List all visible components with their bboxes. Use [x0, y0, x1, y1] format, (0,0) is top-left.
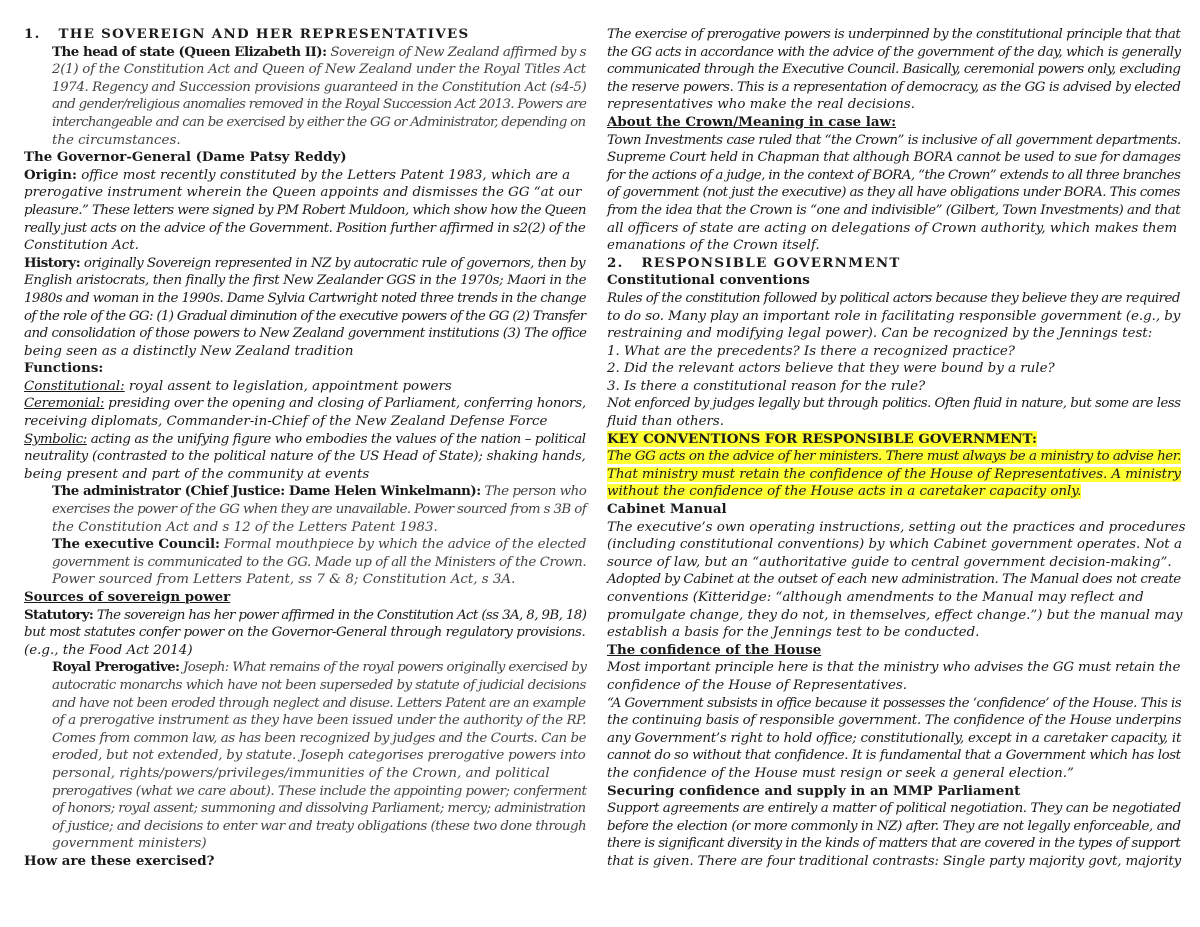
- text-line: the Constitution Act and s 12 of the Letters Patent 1983.: [52, 519, 438, 535]
- text-line: The exercise of prerogative powers is underpinned by the constitutional principle that that: [607, 27, 1181, 42]
- text-line: cannot do so without that confidence. It is fundamental that a Government which has lost: [607, 748, 1181, 764]
- text-line: 1974. Regency and Succession provisions guaranteed in the Constitution Act (s4-5): [52, 79, 587, 95]
- highlight-line: That ministry must retain the confidence of the House of Representatives. A ministry: [607, 466, 1181, 482]
- text-line: all officers of state are acting on delegations of Crown authority, which makes them: [607, 220, 1178, 236]
- text-line: communicated through the Executive Council. Basically, ceremonial powers only, excluding: [607, 62, 1181, 78]
- text-line: Constitution Act.: [24, 238, 139, 254]
- text-line: of honors; royal assent; summoning and dissolving Parliament; mercy; administration: [52, 801, 586, 817]
- section-heading-1: 1. THE SOVEREIGN AND HER REPRESENTATIVES: [24, 26, 470, 42]
- text-line: receiving diplomats, Commander-in-Chief of the New Zealand Defense Force: [24, 414, 548, 430]
- text-line: (including constitutional conventions) by which Cabinet government operates. Not a: [607, 537, 1182, 553]
- text-line: from the idea that the Crown is “one and indivisible” (Gilbert, Town Investments) and that: [607, 202, 1181, 218]
- text-line: for the actions of a judge, in the context of BORA, “the Crown” extends to all three branches: [607, 167, 1181, 183]
- text-line: prerogatives (what we care about). These include the appointing power; conferment: [52, 783, 587, 799]
- history-para: History: originally Sovereign represented in NZ by autocratic rule of governors, then by: [24, 254, 586, 271]
- sources-heading: Sources of sovereign power: [24, 589, 231, 605]
- highlight-line: without the confidence of the House acts in a caretaker capacity only.: [607, 484, 1082, 500]
- text-line: English aristocrats, then finally the first New Zealander GGS in the 1970s; Maori in the: [24, 273, 587, 289]
- text-line: of justice; and decisions to enter war and treaty obligations (these two done through: [52, 818, 587, 834]
- text-line: Town Investments case ruled that “the Crown” is inclusive of all government departments.: [607, 132, 1181, 148]
- text-line: of a prerogative instrument as they have been issued under the authority of the RP.: [52, 713, 586, 729]
- text-line: really just acts on the advice of the Government. Position further affirmed in s2(2) of the: [24, 220, 586, 236]
- text-line: government is communicated to the GG. Made up of all the Ministers of the Crown.: [52, 554, 587, 570]
- text-line: that is given. There are four traditional contrasts: Single party majority govt, majority: [607, 853, 1182, 869]
- key-conventions-heading: KEY CONVENTIONS FOR RESPONSIBLE GOVERNMENT:: [607, 430, 1037, 447]
- symbolic-para: Symbolic: acting as the unifying figure who embodies the values of the nation – political: [24, 431, 586, 447]
- text-line: of the role of the GG: (1) Gradual diminution of the executive powers of the GG (2) Transfer: [24, 308, 586, 324]
- text-line: the GG acts in accordance with the advice of the government of the day, which is generally: [607, 44, 1181, 60]
- royal-prerogative-para: Royal Prerogative: Joseph: What remains of the royal powers originally exercised by: [52, 659, 587, 676]
- text-line: conventions (Kitteridge: “although amendments to the Manual may reflect and: [607, 590, 1144, 605]
- text-line: Power sourced from Letters Patent, ss 7 & 8; Constitution Act, s 3A.: [52, 572, 516, 588]
- section-heading-2: 2. RESPONSIBLE GOVERNMENT: [607, 254, 901, 271]
- text-line: the circumstances.: [52, 132, 181, 148]
- text-line: the reserve powers. This is a representation of democracy, as the GG is advised by elected: [607, 79, 1181, 95]
- text-line: and gender/religious anomalies removed in the Royal Succession Act 2013. Powers are: [52, 97, 587, 113]
- head-of-state-para: The head of state (Queen Elizabeth II): Sovereign of New Zealand affirmed by s: [52, 43, 587, 60]
- crown-heading: About the Crown/Meaning in case law:: [607, 113, 897, 130]
- text-line: 3. Is there a constitutional reason for the rule?: [607, 378, 926, 394]
- text-line: prerogative instrument wherein the Queen appoints and dismisses the GG “at our: [24, 185, 582, 201]
- right-column: [607, 26, 1185, 871]
- text-line: being present and part of the community at events: [24, 466, 370, 482]
- text-line: personal, rights/powers/privileges/immunities of the Crown, and political: [52, 765, 550, 781]
- text-line: 1980s and woman in the 1990s. Dame Sylvia Cartwright noted three trends in the change: [24, 290, 586, 306]
- text-line: 2. Did the relevant actors believe that they were bound by a rule?: [607, 361, 1055, 377]
- text-line: establish a basis for the Jennings test to be conducted.: [607, 625, 980, 641]
- text-line: but most statutes confer power on the Governor-General through regulatory provisions.: [24, 625, 586, 641]
- text-line: the continuing basis of responsible government. The confidence of the House underpins: [607, 713, 1182, 729]
- text-line: fluid than others.: [607, 414, 725, 430]
- text-line: government ministers): [52, 836, 207, 852]
- constitutional-para: Constitutional: royal assent to legislation, appointment powers: [24, 378, 452, 394]
- text-line: Support agreements are entirely a matter of political negotiation. They can be negotiated: [607, 801, 1181, 817]
- cabinet-manual-heading: Cabinet Manual: [607, 501, 727, 518]
- governor-general-heading: The Governor-General (Dame Patsy Reddy): [24, 149, 347, 166]
- left-column: [24, 26, 590, 871]
- text-line: the confidence of the House must resign or seek a general election.”: [607, 765, 1074, 781]
- text-line: before the election (or more commonly in NZ) after. They are not legally enforceable, and: [607, 818, 1181, 834]
- text-line: autocratic monarchs which have not been superseded by statute of judicial decisions: [52, 677, 586, 693]
- statutory-para: Statutory: The sovereign has her power affirmed in the Constitution Act (ss 3A, 8, 9B, 18): [24, 606, 587, 623]
- confidence-heading: The confidence of the House: [607, 641, 822, 658]
- text-line: Most important principle here is that the ministry who advises the GG must retain the: [607, 660, 1181, 676]
- origin-para: Origin: office most recently constituted by the Letters Patent 1983, which are a: [24, 166, 571, 183]
- text-line: eroded, but not extended, by statute. Joseph categorises prerogative powers into: [52, 748, 586, 764]
- executive-council-para: The executive Council: Formal mouthpiece by which the advice of the elected: [52, 536, 587, 553]
- conventions-heading: Constitutional conventions: [607, 272, 810, 289]
- text-line: being seen as a distinctly New Zealand tradition: [24, 343, 354, 359]
- text-line: “A Government subsists in office because it possesses the ‘confidence’ of the House. This is: [607, 695, 1182, 711]
- text-line: exercises the power of the GG when they are unavailable. Power sourced from s 3B of: [52, 502, 587, 518]
- text-line: Not enforced by judges legally but through politics. Often fluid in nature, but some are less: [607, 396, 1181, 412]
- functions-heading: Functions:: [24, 360, 104, 377]
- ceremonial-para: Ceremonial: presiding over the opening and closing of Parliament, conferring honors,: [24, 396, 586, 412]
- text-line: The executive’s own operating instructions, setting out the practices and procedures: [607, 519, 1186, 535]
- text-line: pleasure.” These letters were signed by PM Robert Muldoon, which show how the Queen: [24, 202, 587, 218]
- text-line: emanations of the Crown itself.: [607, 238, 820, 254]
- text-line: promulgate change, they do not, in themselves, effect change.”) but the manual may: [607, 607, 1183, 623]
- text-line: Supreme Court held in Chapman that although BORA cannot be used to sue for damages: [607, 150, 1181, 166]
- text-line: Rules of the constitution followed by political actors because they believe they are required: [607, 290, 1180, 306]
- text-line: there is significant diversity in the kinds of matters that are covered in the types of support: [607, 836, 1181, 852]
- text-line: (e.g., the Food Act 2014): [24, 642, 193, 658]
- text-line: source of law, but an “authoritative guide to central government decision-making”.: [607, 554, 1172, 570]
- text-line: Comes from common law, as has been recognized by judges and the Courts. Can be: [52, 730, 587, 746]
- text-line: and have not been eroded through neglect and disuse. Letters Patent are an example: [52, 695, 586, 711]
- text-line: interchangeable and can be exercised by either the GG or Administrator, depending on: [52, 114, 586, 130]
- highlight-line: The GG acts on the advice of her ministers. There must always be a ministry to advise her.: [607, 449, 1181, 465]
- text-line: confidence of the House of Representatives.: [607, 677, 908, 693]
- text-line: 2(1) of the Constitution Act and Queen of New Zealand under the Royal Titles Act: [52, 62, 586, 78]
- text-line: and consolidation of those powers to New Zealand government institutions (3) The office: [24, 326, 587, 342]
- how-exercised-heading: How are these exercised?: [24, 852, 215, 869]
- mmp-heading: Securing confidence and supply in an MMP Parliament: [607, 782, 1021, 799]
- text-line: any Government’s right to hold office; constitutionally, except in a caretaker capacity, it: [607, 730, 1182, 746]
- text-line: to do so. Many play an important role in facilitating responsible government (e.g., by: [607, 308, 1181, 324]
- administrator-para: The administrator (Chief Justice: Dame Helen Winkelmann): The person who: [52, 483, 587, 500]
- text-line: 1. What are the precedents? Is there a recognized practice?: [607, 343, 1015, 359]
- text-line: of government (not just the executive) as they all have obligations under BORA. This comes: [607, 185, 1180, 201]
- text-line: representatives who make the real decisions.: [607, 97, 915, 113]
- text-line: Adopted by Cabinet at the outset of each new administration. The Manual does not create: [607, 572, 1181, 588]
- text-line: restraining and modifying legal power). Can be recognized by the Jennings test:: [607, 326, 1153, 342]
- text-line: neutrality (contrasted to the political nature of the US Head of State); shaking hands,: [24, 449, 586, 465]
